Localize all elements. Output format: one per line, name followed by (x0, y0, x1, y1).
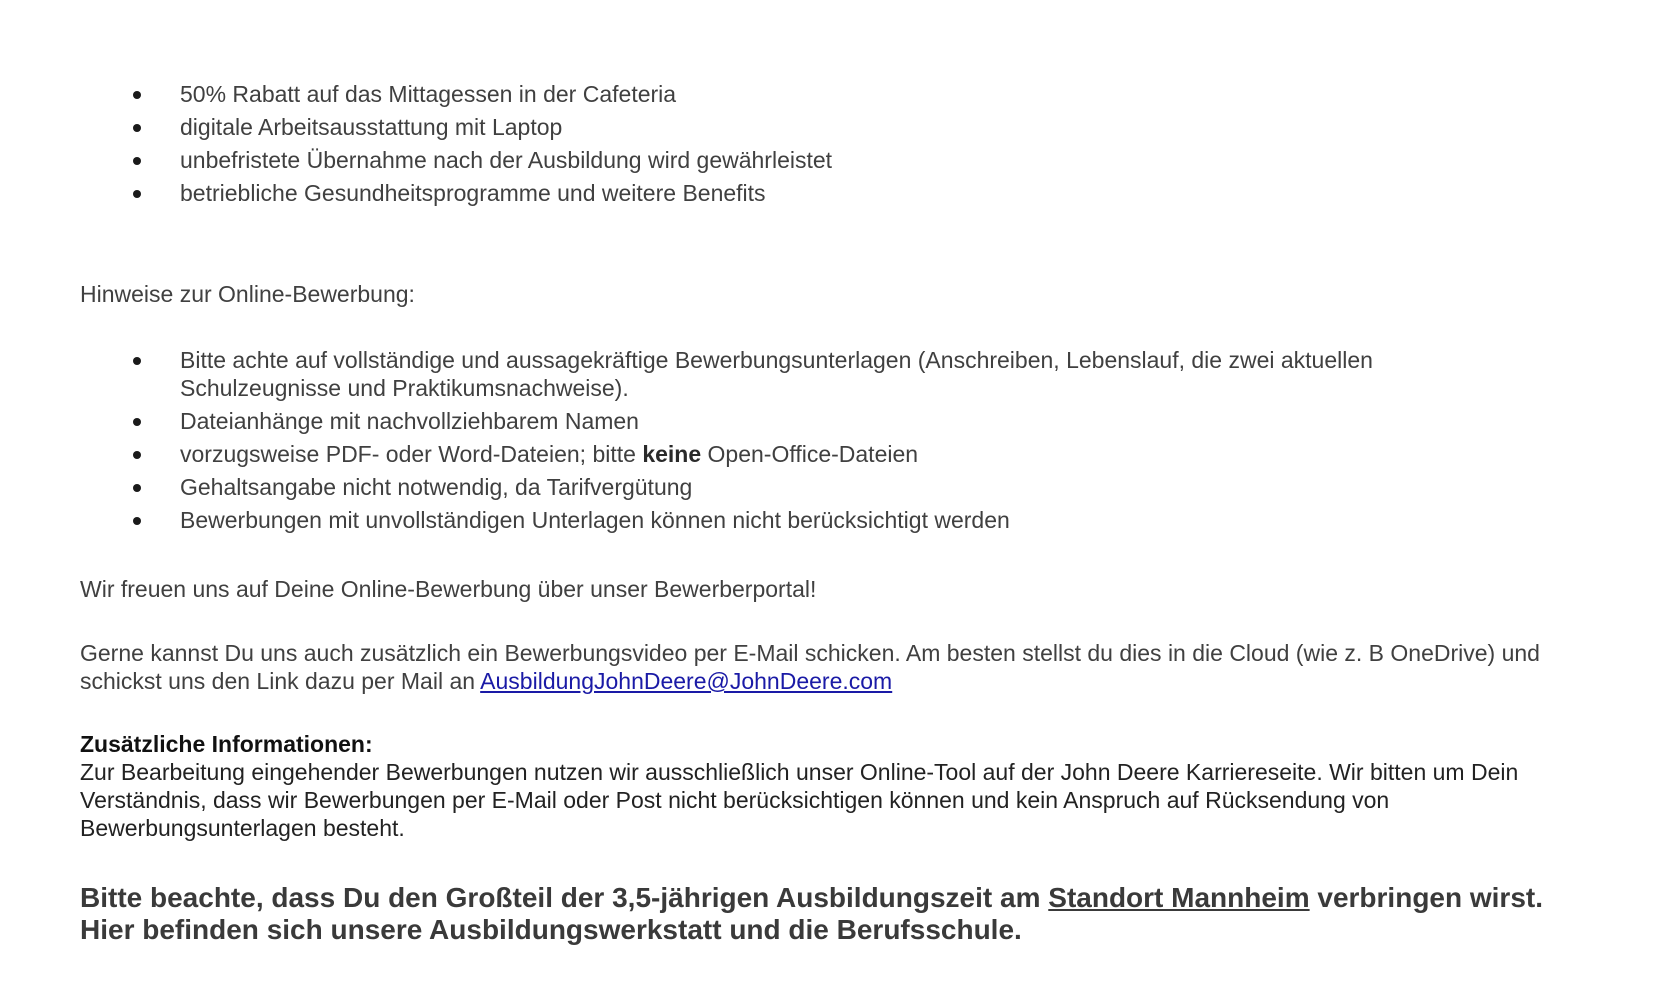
note-text-emphasis: keine (642, 441, 702, 467)
note-text: Bewerbungen mit unvollständigen Unterlagen können nicht berücksichtigt werden (180, 507, 1010, 533)
additional-info-heading: Zusätzliche Informationen: (80, 731, 373, 757)
list-item (0, 113, 1560, 141)
list-item (0, 473, 1560, 501)
closing-text: Wir freuen uns auf Deine Online-Bewerbung über unser Bewerberportal! (80, 576, 817, 602)
email-link[interactable]: AusbildungJohnDeere@JohnDeere.com (480, 668, 893, 694)
note-text: Bitte achte auf vollständige und aussagekräftige Bewerbungsunterlagen (Anschreiben, Lebenslauf, die zwei aktuellen Schulzeugnisse und Praktikumsnachweise). (180, 347, 1373, 401)
list-item (0, 146, 1560, 174)
additional-info-block (80, 730, 1580, 842)
bullet-icon (133, 517, 141, 525)
list-item (0, 179, 1560, 207)
benefit-text: betriebliche Gesundheitsprogramme und weitere Benefits (180, 180, 766, 206)
note-text: Dateianhänge mit nachvollziehbarem Namen (180, 408, 639, 434)
video-text: Gerne kannst Du uns auch zusätzlich ein Bewerbungsvideo per E-Mail schicken. Am besten stellst du dies in die Cloud (wie z. B OneDrive) und schickst uns den Link dazu per Mail an (80, 640, 1540, 694)
benefits-list (0, 80, 1560, 212)
list-item (0, 346, 1560, 402)
benefit-text: unbefristete Übernahme nach der Ausbildung wird gewährleistet (180, 147, 833, 173)
location-note (80, 882, 1580, 946)
list-item (0, 506, 1560, 534)
list-item (0, 80, 1560, 108)
note-text-before: vorzugsweise PDF- oder Word-Dateien; bitte (180, 441, 643, 467)
list-item (0, 407, 1560, 435)
bullet-icon (133, 91, 141, 99)
application-notes-heading: Hinweise zur Online-Bewerbung: (80, 281, 415, 307)
note-text-after: Open-Office-Dateien (701, 441, 919, 467)
bullet-icon (133, 124, 141, 132)
location-note-after: verbringen wirst. Hier befinden sich unsere Ausbildungswerkstatt und die Berufsschule. (80, 882, 1544, 945)
benefit-text: 50% Rabatt auf das Mittagessen in der Cafeteria (180, 81, 677, 107)
bullet-icon (133, 484, 141, 492)
bullet-icon (133, 190, 141, 198)
video-paragraph (80, 639, 1580, 695)
benefit-text: digitale Arbeitsausstattung mit Laptop (180, 114, 563, 140)
bullet-icon (133, 418, 141, 426)
location-note-emphasis: Standort Mannheim (1048, 882, 1310, 913)
list-item (0, 440, 1560, 468)
application-notes-list (0, 346, 1560, 539)
bullet-icon (133, 157, 141, 165)
bullet-icon (133, 451, 141, 459)
additional-info-body: Zur Bearbeitung eingehender Bewerbungen nutzen wir ausschließlich unser Online-Tool auf der John Deere Karriereseite. Wir bitten um Dein Verständnis, dass wir Bewerbungen per E-Mail oder Post nicht berücksichtigen können und kein Anspruch auf Rücksendung von Bewerbungsunterlagen besteht. (80, 759, 1519, 841)
note-text: Gehaltsangabe nicht notwendig, da Tarifvergütung (180, 474, 693, 500)
location-note-before: Bitte beachte, dass Du den Großteil der 3,5-jährigen Ausbildungszeit am (80, 882, 1049, 913)
bullet-icon (133, 357, 141, 365)
